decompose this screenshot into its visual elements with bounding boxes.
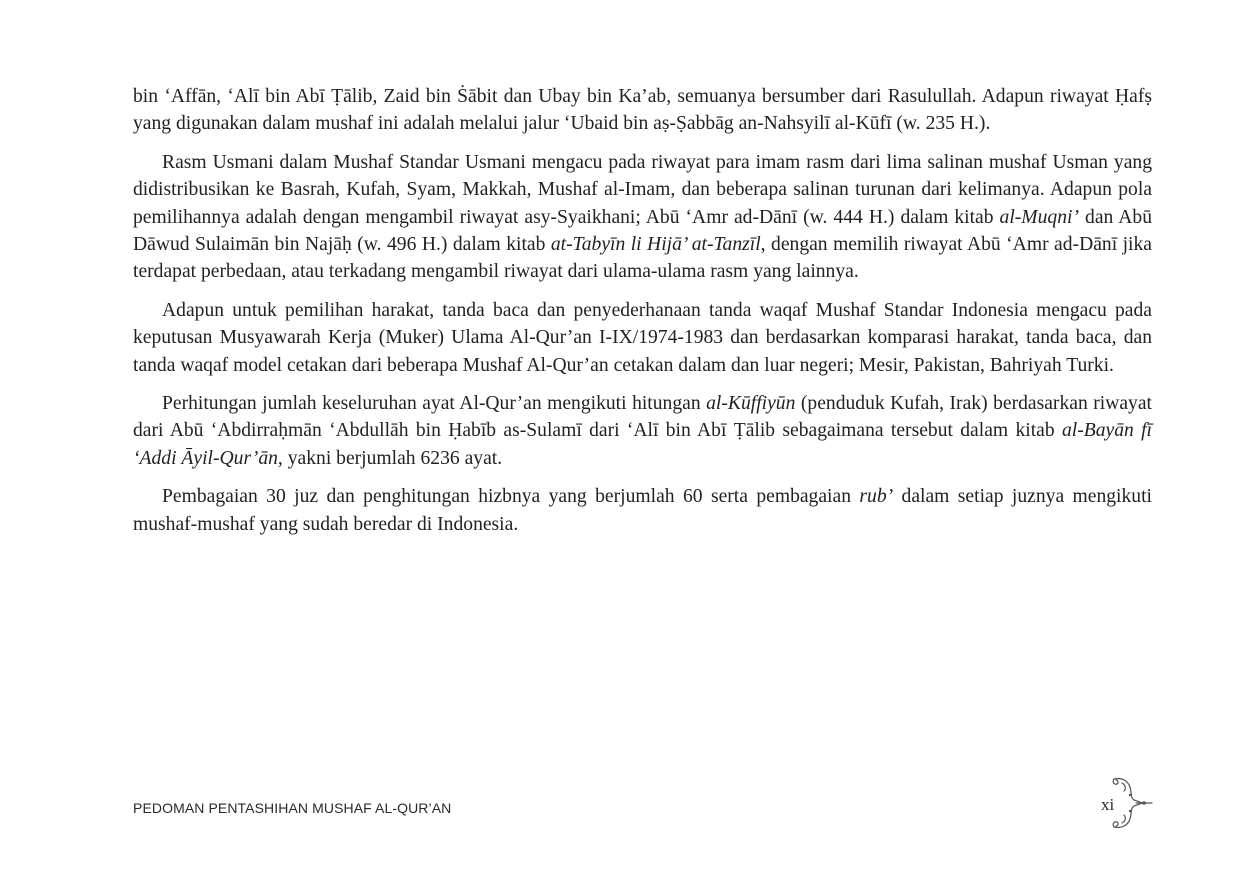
paragraph-text: , dengan memilih riwayat Abū ‘Amr ad-Dānī jika terdapat perbedaan, atau terkadang mengambil riwayat dari ulama-ulama rasm yang lainnya. <box>133 234 1152 283</box>
paragraph <box>133 297 1152 379</box>
paragraph <box>133 83 1152 138</box>
paragraph-text: Rasm Usmani dalam Mushaf Standar Usmani mengacu pada riwayat para imam rasm dari lima salinan mushaf Usman yang didistribusikan ke Basrah, Kufah, Syam, Makkah, Mushaf al-Imam, dan beberapa salinan turunan dari kelimanya. Adapun pola pemilihannya adalah dengan mengambil riwayat asy-Syaikhani; Abū ‘Amr ad-Dānī (w. 444 H.) dalam kitab <box>133 151 1152 228</box>
paragraph-text: (penduduk Kufah, Irak) berdasarkan riwayat dari Abū ‘Abdirraḥmān ‘Abdullāh bin Ḥabīb as-Sulamī dari ‘Alī bin Abī Ṭālib sebagaimana tersebut dalam kitab <box>133 393 1152 442</box>
book-title-italic: al-Muqni’ <box>999 206 1079 228</box>
book-title-italic: al-Bayān fī ‘Addi Āyil-Qur’ān, <box>133 420 1152 469</box>
paragraph <box>133 390 1152 472</box>
ornament-bracket-icon <box>1108 773 1154 833</box>
paragraph <box>133 149 1152 286</box>
paragraph-text: yakni berjumlah 6236 ayat. <box>282 447 503 469</box>
paragraph-text: Pembagaian 30 juz dan penghitungan hizbnya yang berjumlah 60 serta pembagaian <box>162 486 860 508</box>
term-italic: rub’ <box>859 486 894 508</box>
page-number: xi <box>1101 795 1115 814</box>
book-title-italic: at-Tabyīn li Hijā’ at-Tanzīl <box>550 234 761 256</box>
paragraph-text: bin ‘Affān, ‘Alī bin Abī Ṭālib, Zaid bin Ṡābit dan Ubay bin Ka’ab, semuanya bersumber dari Rasulullah. Adapun riwayat Ḥafṣ yang digunakan dalam mushaf ini adalah melalui jalur ‘Ubaid bin aṣ-Ṣabbāg an-Nahsyilī al-Kūfī (w. 235 H.). <box>133 86 1152 135</box>
paragraph-text: Adapun untuk pemilihan harakat, tanda baca dan penyederhanaan tanda waqaf Mushaf Standar Indonesia mengacu pada keputusan Musyawarah Kerja (Muker) Ulama Al-Qur’an I-IX/1974-1983 dan berdasarkan komparasi harakat, tanda baca, dan tanda waqaf model cetakan dari beberapa Mushaf Al-Qur’an cetakan dalam dan luar negeri; Mesir, Pakistan, Bahriyah Turki. <box>133 299 1152 376</box>
paragraph <box>133 483 1152 538</box>
paragraph-text: dalam setiap juznya mengikuti mushaf-mushaf yang sudah beredar di Indonesia. <box>133 486 1152 535</box>
paragraph-text: dan Abū Dāwud Sulaimān bin Najāḥ (w. 496 H.) dalam kitab <box>133 206 1152 256</box>
term-italic: al-Kūffiyūn <box>706 393 796 415</box>
paragraph-text: Perhitungan jumlah keseluruhan ayat Al-Qur’an mengikuti hitungan <box>162 393 707 415</box>
document-body <box>133 83 1152 549</box>
running-footer-title: PEDOMAN PENTASHIHAN MUSHAF AL-QUR’AN <box>133 800 452 816</box>
